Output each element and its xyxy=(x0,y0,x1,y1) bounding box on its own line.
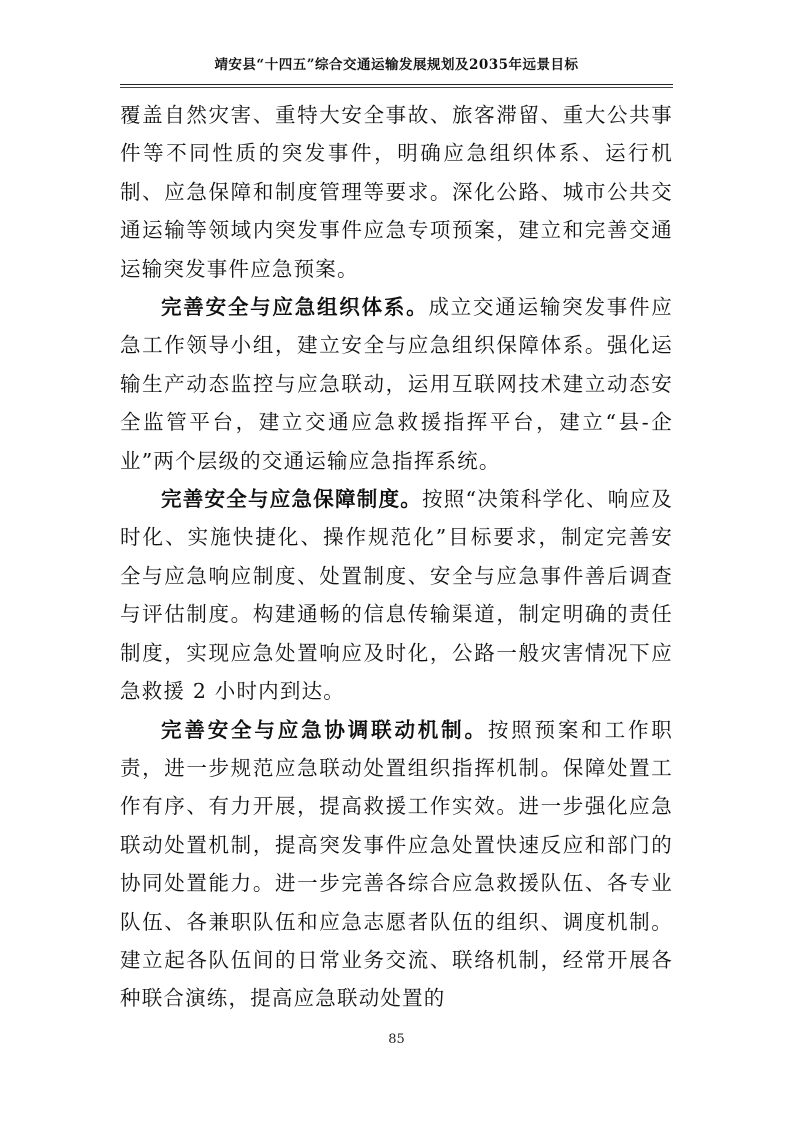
header-rule xyxy=(120,84,673,85)
paragraph-lead: 完善安全与应急保障制度。 xyxy=(161,487,423,512)
paragraph-text: 覆盖自然灾害、重特大安全事故、旅客滞留、重大公共事件等不同性质的突发事件，明确应急组织体系、运行机制、应急保障和制度管理等要求。深化公路、城市公共交通运输等领域内突发事件应急专项预案，建立和完善交通运输突发事件应急预案。 xyxy=(120,103,673,281)
paragraph-guarantee-system xyxy=(120,480,673,710)
paragraph-lead: 完善安全与应急协调联动机制。 xyxy=(161,717,488,742)
body-text xyxy=(120,96,673,1018)
header-rule-thin xyxy=(120,87,673,88)
paragraph-organization-system xyxy=(120,288,673,480)
paragraph-text: 按照“决策科学化、响应及时化、实施快捷化、操作规范化”目标要求，制定完善安全与应急响应制度、处置制度、安全与应急事件善后调查与评估制度。构建通畅的信息传输渠道，制定明确的责任制度，实现应急处置响应及时化，公路一般灾害情况下应急救援 2 小时内到达。 xyxy=(120,487,673,704)
paragraph-text: 按照预案和工作职责，进一步规范应急联动处置组织指挥机制。保障处置工作有序、有力开展，提高救援工作实效。进一步强化应急联动处置机制，提高突发事件应急处置快速反应和部门的协同处置能力。进一步完善各综合应急救援队伍、各专业队伍、各兼职队伍和应急志愿者队伍的组织、调度机制。建立起各队伍间的日常业务交流、联络机制，经常开展各种联合演练，提高应急联动处置的 xyxy=(120,717,673,1011)
paragraph-coordination-mechanism xyxy=(120,711,673,1018)
paragraph-lead: 完善安全与应急组织体系。 xyxy=(161,295,429,320)
paragraph-continued xyxy=(120,96,673,288)
page-number: 85 xyxy=(388,1032,405,1047)
paragraph-text: 成立交通运输突发事件应急工作领导小组，建立安全与应急组织保障体系。强化运输生产动态监控与应急联动，运用互联网技术建立动态安全监管平台，建立交通应急救援指挥平台，建立“县-企业”两个层级的交通运输应急指挥系统。 xyxy=(120,295,673,473)
running-header: 靖安县“十四五”综合交通运输发展规划及2035年远景目标 xyxy=(214,57,579,73)
